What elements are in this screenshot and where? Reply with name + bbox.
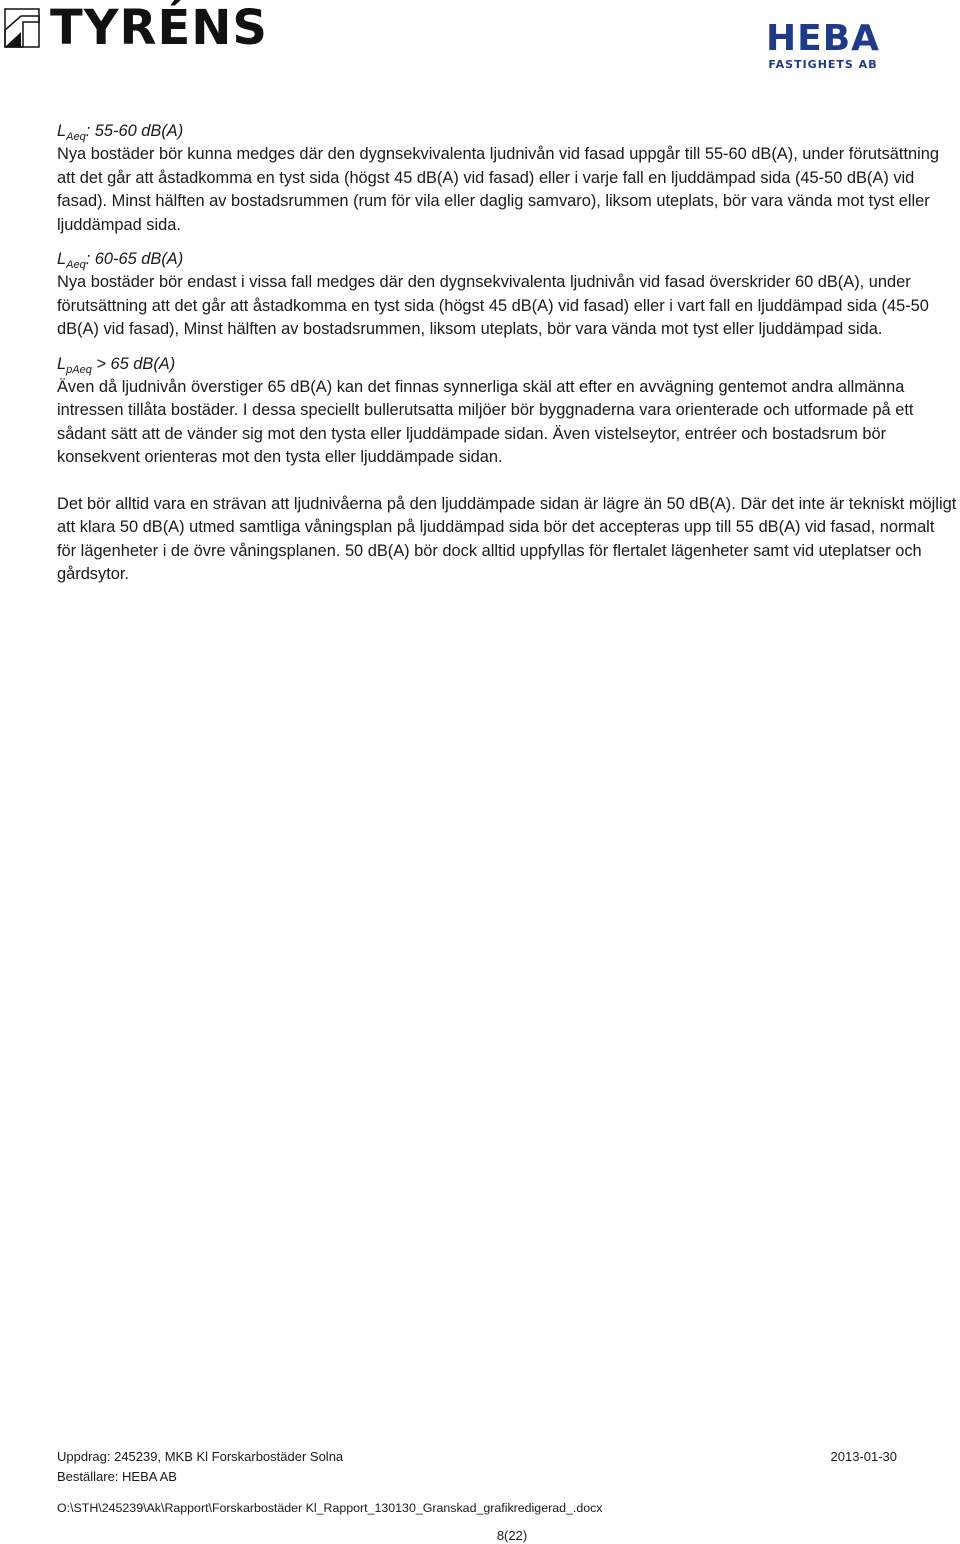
section-text: Även då ljudnivån överstiger 65 dB(A) kan det finnas synnerliga skäl att efter en avvägning gentemot andra allmänna intressen tillåta bostäder. I dessa speciellt bullerutsatta miljöer bör byggnaderna vara orienterade och utformade på ett sådant sätt att de vänder sig mot den tysta eller ljuddämpade sidan. Även vistelseytor, entréer och bostadsrum bör konsekvent orienteras mot den tysta eller ljuddämpade sidan. <box>57 378 914 467</box>
section-text: Nya bostäder bör kunna medges där den dygnsekvivalenta ljudnivån vid fasad uppgår till 55-60 dB(A), under förutsättning att det går att åstadkomma en tyst sida (högst 45 dB(A) vid fasad) eller i varje fall en ljuddämpad sida (45-50 dB(A) vid fasad). Minst hälften av bostadsrummen (rum för vila eller daglig samvaro), liksom uteplats, bör vara vända mot tyst eller ljuddämpad sida. <box>57 145 939 234</box>
closing-paragraph: Det bör alltid vara en strävan att ljudnivåerna på den ljuddämpade sidan är lägre än 50 dB(A). Där det inte är tekniskt möjligt att klara 50 dB(A) utmed samtliga våningsplan på ljuddämpad sida bör det accepteras upp till 55 dB(A) vid fasad, normalt för lägenheter i de övre våningsplanen. 50 dB(A) bör dock alltid uppfyllas för flertalet lägenheter samt vid uteplatser och gårdsytor. <box>57 494 957 583</box>
tyrens-wordmark: TYRÉNS <box>50 0 268 56</box>
footer-assignment: Uppdrag: 245239, MKB Kl Forskarbostäder Solna <box>57 1449 344 1464</box>
section-55-60 <box>57 120 957 237</box>
heading-subscript: pAeq <box>66 363 92 376</box>
tyrens-emblem-icon <box>4 8 40 48</box>
heba-logo <box>765 18 880 71</box>
heading-subscript: Aeq <box>66 259 86 272</box>
heading-range: > 65 dB(A) <box>91 354 176 373</box>
footer-file-path: O:\STH\245239\Ak\Rapport\Forskarbostäder Kl_Rapport_130130_Granskad_grafikredigerad_.docx <box>57 1501 603 1515</box>
tyrens-logo <box>4 0 268 56</box>
heading-symbol: L <box>57 122 67 140</box>
heba-wordmark: HEBA <box>765 18 880 59</box>
footer-assignment-row <box>57 1449 897 1464</box>
section-text: Nya bostäder bör endast i vissa fall medges där den dygnsekvivalenta ljudnivån vid fasad överskrider 60 dB(A), under förutsättning att det går att åstadkomma en tyst sida (högst 45 dB(A) vid fasad) eller i vart fall en ljuddämpad sida (45-50 dB(A) vid fasad), Minst hälften av bostadsrummen, liksom uteplats, bör vara vända mot tyst eller ljuddämpad sida. <box>57 273 929 339</box>
section-heading <box>57 120 957 143</box>
document-body <box>57 120 957 586</box>
heba-subtitle: FASTIGHETS AB <box>768 58 878 71</box>
page-number: 8(22) <box>496 1528 528 1543</box>
heading-symbol: L <box>57 250 67 269</box>
section-60-65 <box>57 248 957 342</box>
section-heading <box>57 353 957 376</box>
section-heading <box>57 248 957 271</box>
heading-range: : 55-60 dB(A) <box>85 122 184 140</box>
heading-symbol: L <box>57 354 67 373</box>
heading-subscript: Aeq <box>66 131 86 143</box>
heading-range: : 60-65 dB(A) <box>85 250 184 269</box>
footer-client: Beställare: HEBA AB <box>57 1469 177 1484</box>
footer-date: 2013-01-30 <box>830 1449 897 1464</box>
section-over-65 <box>57 353 957 470</box>
